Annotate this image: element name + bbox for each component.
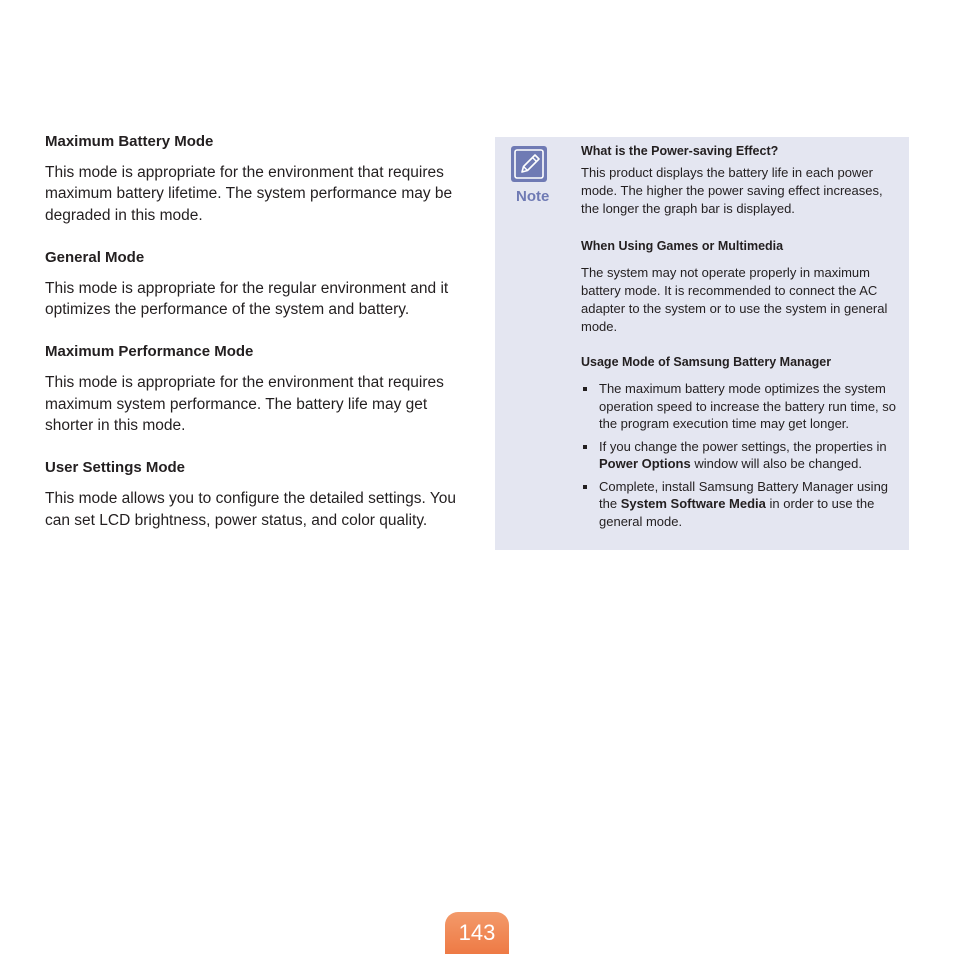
note-bullet-list	[581, 380, 903, 530]
note-heading-power-saving: What is the Power-saving Effect?	[581, 144, 779, 158]
section-title: Maximum Battery Mode	[45, 133, 214, 150]
note-heading-games-multimedia: When Using Games or Multimedia	[581, 239, 784, 253]
note-label: Note	[516, 188, 550, 205]
note-paragraph: This product displays the battery life in each power mode. The higher the power saving effect increases, the longer the graph bar is displayed.	[581, 165, 883, 216]
section-body: This mode is appropriate for the environment that requires maximum system performance. The battery life may get shorter in this mode.	[45, 374, 444, 435]
section-maximum-battery-mode	[45, 132, 465, 226]
note-paragraph: The system may not operate properly in maximum battery mode. It is recommended to connect the AC adapter to the system or to use the system in general mode.	[581, 265, 888, 334]
note-content	[581, 143, 903, 535]
bullet-text: The maximum battery mode optimizes the system operation speed to increase the battery run time, so the program execution time may get longer.	[599, 381, 897, 431]
section-maximum-performance-mode	[45, 342, 465, 436]
list-item	[581, 380, 903, 433]
list-item	[581, 478, 903, 531]
section-title: General Mode	[45, 248, 145, 266]
section-body: This mode is appropriate for the regular environment and it optimizes the performance of the system and battery.	[45, 279, 449, 319]
section-body: This mode is appropriate for the environment that requires maximum battery lifetime. The system performance may be degraded in this mode.	[45, 164, 453, 224]
section-user-settings-mode	[45, 458, 465, 531]
main-content	[45, 132, 465, 553]
bullet-text: If you change the power settings, the properties in	[599, 438, 887, 454]
bullet-bold-text: System Software Media	[620, 496, 766, 511]
bullet-text: Complete, install Samsung Battery Manager using the	[599, 478, 889, 511]
bullet-text: in order to use the general mode.	[599, 496, 875, 529]
section-title: Maximum Performance Mode	[45, 343, 254, 361]
page-number: 143	[458, 920, 496, 945]
note-heading-battery-manager: Usage Mode of Samsung Battery Manager	[581, 355, 832, 369]
bullet-text: window will also be changed.	[690, 456, 863, 471]
pencil-note-icon	[511, 146, 547, 182]
section-general-mode	[45, 248, 465, 321]
bullet-bold-text: Power Options	[599, 456, 691, 471]
section-title: User Settings Mode	[45, 459, 186, 477]
list-item	[581, 438, 903, 473]
page-number-tab	[445, 912, 509, 954]
section-body: This mode allows you to configure the detailed settings. You can set LCD brightness, power status, and color quality.	[45, 490, 457, 529]
note-box	[495, 137, 909, 550]
